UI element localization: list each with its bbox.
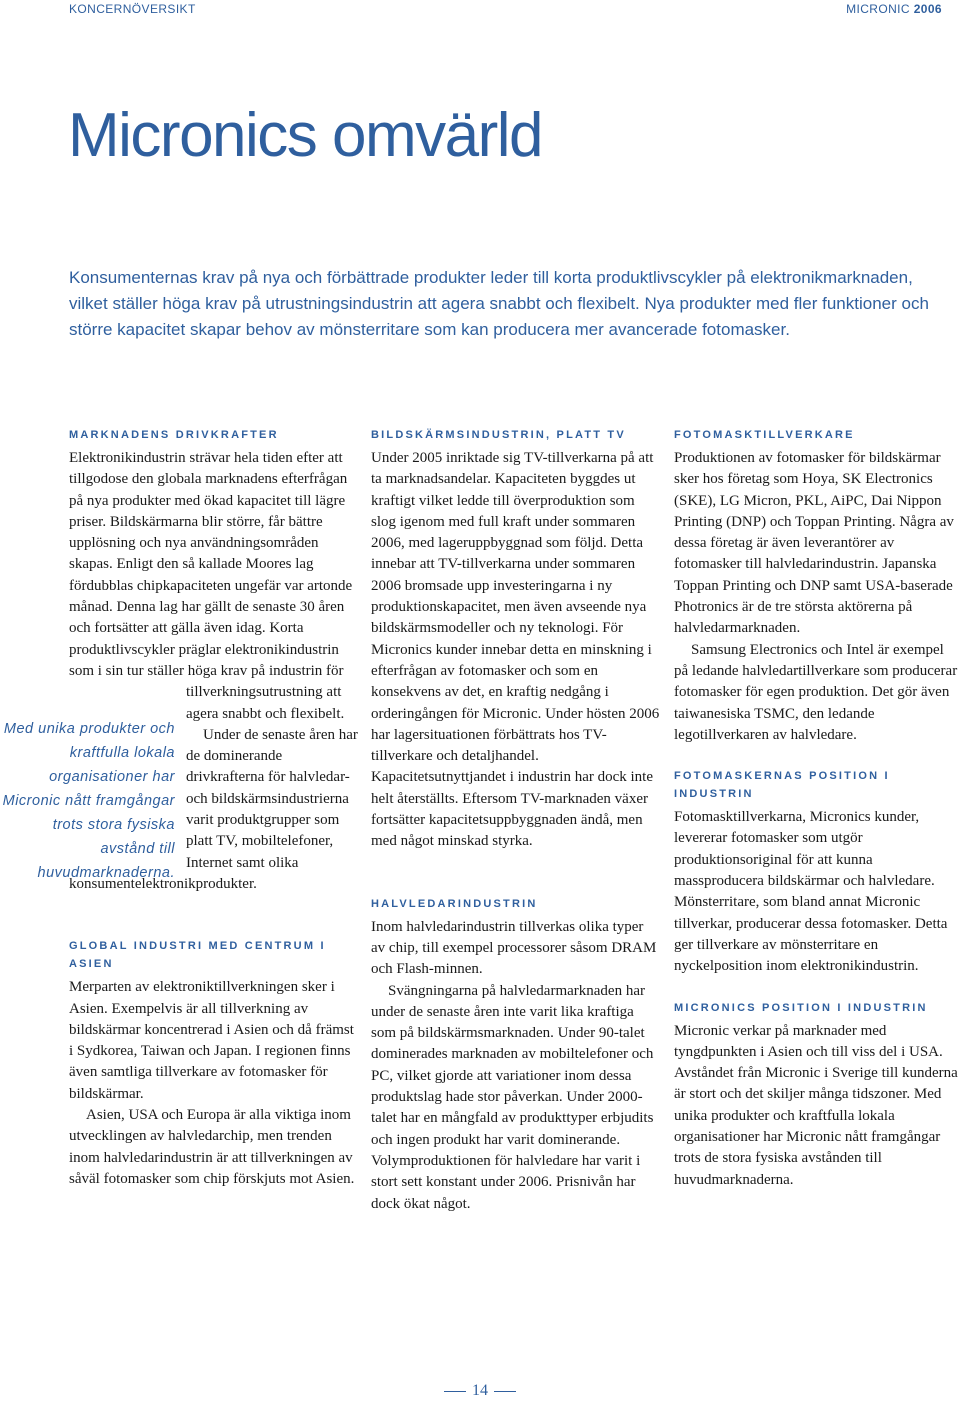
drivkrafter-body bbox=[2, 448, 359, 895]
section-label: KONCERNÖVERSIKT bbox=[69, 2, 196, 16]
page-title: Micronics omvärld bbox=[68, 101, 543, 170]
fotomask-paragraph-1: Produktionen av fotomasker för bildskärmar sker hos företag som Hoya, SK Electronics (SKE), LG Micron, PKL, AiPC, Dai Nippon Printing (DNP) och Toppan Printing. Några av dessa företag är även leverantörer av fotomasker till halvledarindustrin. Japanska Toppan Printing och DNP samt USA-baserade Photronics är de tre största aktörerna på halvledarmarknaden. bbox=[674, 450, 954, 637]
heading-bildskarmsindustrin: BILDSKÄRMSINDUSTRIN, PLATT TV bbox=[371, 429, 626, 441]
heading-fotomaskernas-position: FOTOMASKERNAS POSITION I INDUSTRIN bbox=[674, 770, 890, 801]
pull-quote: Med unika produkter och kraftfulla lokala organisationer har Micronic nått framgångar trots stora fysiska avstånd till huvudmarknaderna. bbox=[2, 721, 175, 881]
bildskarm-paragraph-1: Under 2005 inriktade sig TV-tillverkarna på att ta marknadsandelar. Kapaciteten byggdes ut kraftigt vilket ledde till överproduktion som slog igenom med full kraft under sommaren 2006, med lageruppbyggnad som följd. Detta innebar att TV-tillverkarna under sommaren 2006 bromsade upp investeringarna i ny produktionskapacitet, men även avseende nya bildskärmsmodeller och ny teknologi. För Micronics kunder innebar detta en minskning i efterfrågan av fotomasker och som en konsekvens av det, en kraftig nedgång i orderingången för Micronic. Under hösten 2006 har lagersituationen förbättrats hos TV-tillverkare och detaljhandel. Kapacitetsutnyttjandet i industrin har dock inte helt återställts. Eftersom TV-marknaden växer fortsätter kapacitetsuppbyggnaden ändå, men med något minskad styrka. bbox=[371, 450, 660, 850]
halvledar-paragraph-2: Svängningarna på halvledarmarknaden har under de senaste åren inte varit lika kraftiga som på bildskärmsmarknaden. Under 90-talet dominerades marknaden av mobiltelefoner och PC, vilket gjorde att variationer inom dessa produktslag hade stor påverkan. Under 2000-talet har en mångfald av produkttyper erbjudits och ingen produkt har varit dominerande. Volymproduktionen för halvledare har varit i stort sett konstant under 2006. Prisnivån har dock ökat något. bbox=[371, 982, 654, 1212]
heading-halvledarindustrin: HALVLEDARINDUSTRIN bbox=[371, 897, 538, 910]
publication-year: 2006 bbox=[913, 2, 942, 16]
heading-micronics-position: MICRONICS POSITION I INDUSTRIN bbox=[674, 1001, 928, 1014]
position-paragraph-1: Fotomasktillverkarna, Micronics kunder, levererar fotomasker som utgör produktionsoriginal för att kunna massproducera bildskärmar och halvledare. Mönsterritare, som bland annat Micronic tillverkar, producerar dessa fotomasker. Detta ger tillverkare av mönsterritare en nyckelposition inom elektronikindustrin. bbox=[674, 809, 948, 975]
column-2 bbox=[371, 426, 661, 1215]
page-number-value: 14 bbox=[472, 1382, 488, 1399]
heading-marknadens-drivkrafter: MARKNADENS DRIVKRAFTER bbox=[69, 429, 279, 441]
drivkrafter-paragraph-2: Under de senaste åren har de dominerande drivkrafterna för halvledar- och bildskärmsindustrierna varit produktgrupper som platt TV, mobiltelefoner, Internet samt olika konsumentelektronikprodukter. bbox=[69, 726, 358, 892]
heading-fotomasktillverkare: FOTOMASKTILLVERKARE bbox=[674, 429, 855, 441]
column-3 bbox=[674, 426, 960, 1191]
publication-name: MICRONIC bbox=[846, 2, 910, 16]
lead-paragraph: Konsumenternas krav på nya och förbättrade produkter leder till korta produktlivscykler på elektronikmarknaden, vilket ställer höga krav på utrustningsindustrin att agera snabbt och flexibelt. Nya produkter med fler funktioner och större kapacitet skapar behov av mönsterritare som kan producera mer avancerade fotomasker. bbox=[69, 268, 929, 339]
micronic-position-paragraph: Micronic verkar på marknader med tyngdpunkten i Asien och till viss del i USA. Avståndet från Micronic i Sverige till kunderna är stort och det skiljer många tidszoner. Med unika produkter och kraftfulla lokala organisationer har Micronic nått framgångar trots de stora fysiska avstånden till huvudmarknaderna. bbox=[674, 1022, 958, 1188]
drivkrafter-paragraph-1: Elektronikindustrin strävar hela tiden efter att tillgodose den globala marknadens efterfrågan på nya produkter med ökad kapacitet till lägre priser. Bildskärmarna blir större, får bättre upplösning och nya användningsområden skapas. Enligt den så kallade Moores lag fördubblas chipkapaciteten ungefär var artonde månad. Denna lag har gällt de senaste 30 åren och fortsätter att gälla även idag. Korta produktlivscykler präglar elektronikindustrin som i sin tur ställer höga krav på industrin för tillverkningsutrustning att agera snabbt och flexibelt. bbox=[69, 450, 353, 722]
page-number bbox=[438, 1382, 522, 1400]
heading-global-industri: GLOBAL INDUSTRI MED CENTRUM I ASIEN bbox=[69, 940, 326, 971]
page-dash-left bbox=[444, 1391, 466, 1392]
publication-label bbox=[846, 2, 942, 16]
global-paragraph-2: Asien, USA och Europa är alla viktiga inom utvecklingen av halvledarchip, men trenden inom halvledarindustrin är att tillverkningen av såväl fotomasker som chip förskjuts mot Asien. bbox=[69, 1107, 355, 1187]
global-paragraph-1: Merparten av elektroniktillverkningen sker i Asien. Exempelvis är all tillverkning av bildskärmar koncentrerad i Asien och då främst i Sydkorea, Taiwan och Japan. I regionen finns även samtliga tillverkare av fotomasker för bildskärmar. bbox=[69, 979, 354, 1102]
halvledar-paragraph-1: Inom halvledarindustrin tillverkas olika typer av chip, till exempel processorer såsom DRAM och Flash-minnen. bbox=[371, 918, 657, 978]
page-dash-right bbox=[494, 1391, 516, 1392]
column-1 bbox=[2, 426, 359, 1190]
fotomask-paragraph-2: Samsung Electronics och Intel är exempel på ledande halvledartillverkare som producerar fotomasker för egen produktion. Det gör även taiwanesiska TSMC, den ledande legotillverkaren av halvledare. bbox=[674, 641, 958, 743]
